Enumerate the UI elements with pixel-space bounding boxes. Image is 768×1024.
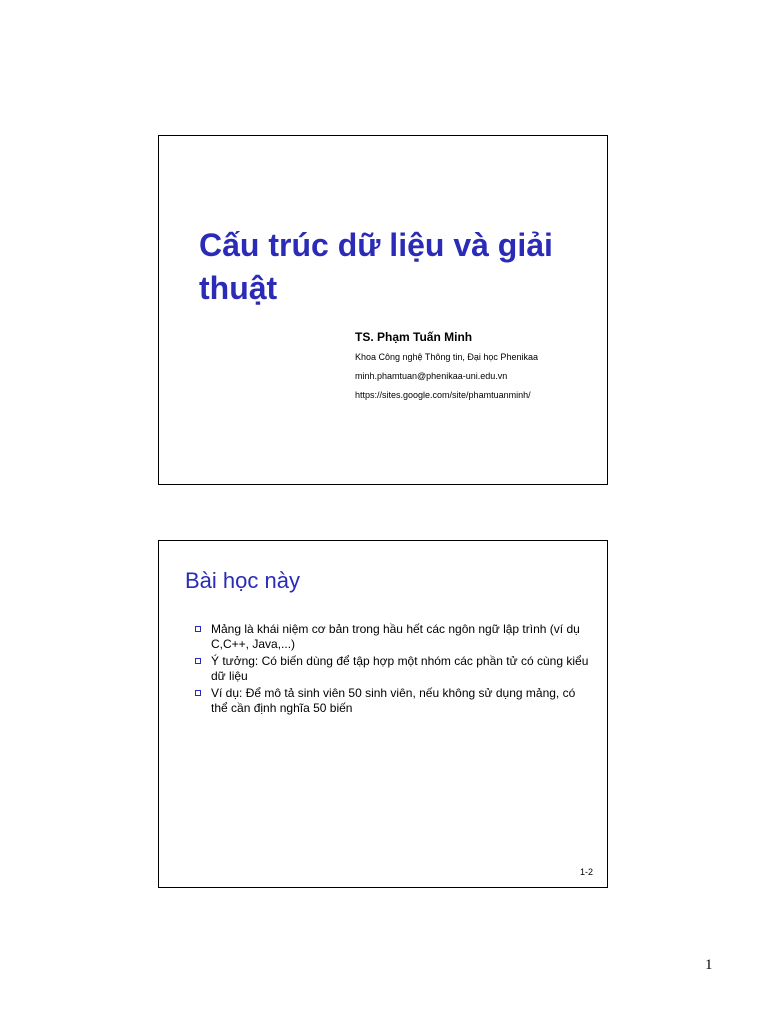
list-item bbox=[195, 654, 595, 684]
author-block bbox=[355, 330, 605, 409]
list-item bbox=[195, 686, 595, 716]
page-number: 1 bbox=[705, 957, 713, 973]
slide-1 bbox=[158, 135, 608, 485]
list-item bbox=[195, 622, 595, 652]
slide-2 bbox=[158, 540, 608, 888]
author-name: TS. Phạm Tuấn Minh bbox=[355, 330, 473, 344]
author-website: https://sites.google.com/site/phamtuanminh/ bbox=[355, 390, 531, 400]
square-bullet-icon bbox=[195, 690, 201, 696]
slide-number: 1-2 bbox=[579, 867, 593, 877]
bullet-text: Ví dụ: Để mô tả sinh viên 50 sinh viên, nếu không sử dụng mảng, có thể cần định nghĩa 50 biến bbox=[211, 686, 576, 715]
bullet-text: Ý tưởng: Có biến dùng để tập hợp một nhóm các phần tử có cùng kiểu dữ liệu bbox=[211, 654, 589, 683]
slide-1-title: Cấu trúc dữ liệu và giải thuật bbox=[199, 227, 553, 306]
slide-2-title: Bài học này bbox=[185, 568, 300, 593]
bullet-list bbox=[195, 622, 595, 718]
square-bullet-icon bbox=[195, 658, 201, 664]
bullet-text: Mảng là khái niệm cơ bản trong hầu hết các ngôn ngữ lập trình (ví dụ C,C++, Java,...) bbox=[211, 622, 580, 651]
author-email: minh.phamtuan@phenikaa-uni.edu.vn bbox=[355, 371, 508, 381]
author-affiliation: Khoa Công nghệ Thông tin, Đại học Phenikaa bbox=[355, 352, 538, 362]
square-bullet-icon bbox=[195, 626, 201, 632]
